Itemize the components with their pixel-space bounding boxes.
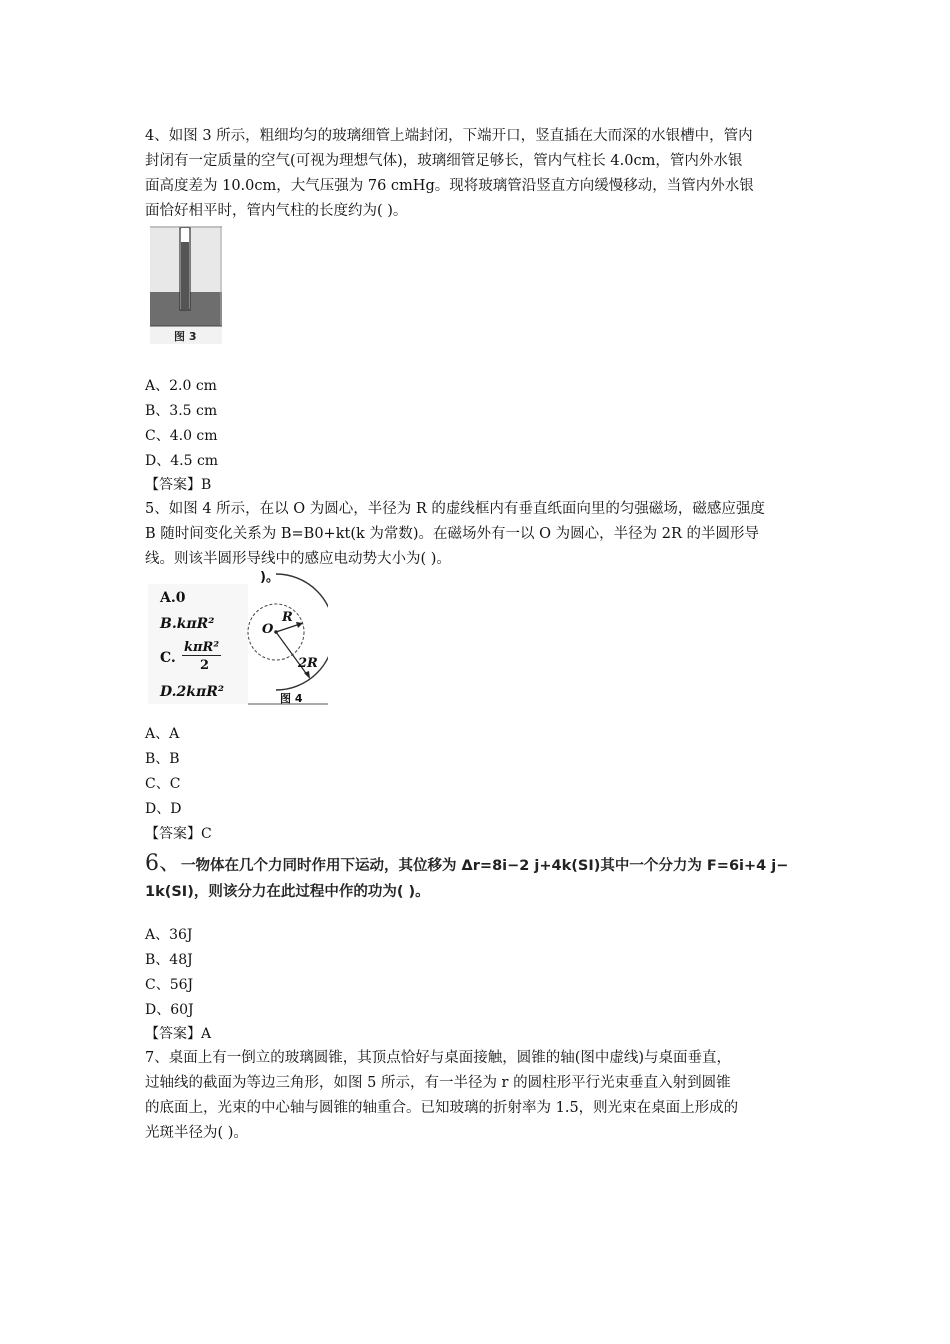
q4-answer: 【答案】B [145,477,212,493]
figure-4-center-label: O [262,622,274,637]
figure-4-choice-d: D.2kπR² [160,684,224,700]
q5-option-a: A、A [145,726,180,742]
q6-option-b: B、48J [145,952,193,968]
q4-option-a: A、2.0 cm [145,378,217,394]
text-line: B 随时间变化关系为 B=B0+kt(k 为常数)。在磁场外有一以 O 为圆心，半径为 2R 的半圆形导 [145,526,759,542]
text-line: 的底面上，光束的中心轴与圆锥的轴重合。已知玻璃的折射率为 1.5，则光束在桌面上形成的 [145,1100,739,1116]
figure-4-2r-label: 2R [298,656,318,671]
figure-4-frac-num: kπR² [184,640,220,655]
figure-4-frac-den: 2 [200,658,210,673]
q5-option-d: D、D [145,801,182,817]
question-6-text-2: 1k(SI)，则该分力在此过程中作的功为( )。 [145,884,430,900]
question-6-number: 6、 [145,851,181,876]
q5-answer: 【答案】C [145,826,212,842]
text-line: 5、如图 4 所示，在以 O 为圆心，半径为 R 的虚线框内有垂直纸面向里的匀强磁场，磁感应强度 [145,501,765,517]
question-4-text [145,124,810,224]
question-6-line-2 [145,880,430,901]
q5-option-c: C、C [145,776,181,792]
q6-option-a: A、36J [145,927,193,943]
question-6-text-1: 一物体在几个力同时作用下运动，其位移为 Δr=8i−2 j+4k(SI)其中一个分力为 F=6i+4 j− [181,858,789,874]
text-line: 封闭有一定质量的空气(可视为理想气体)，玻璃细管足够长，管内气柱长 4.0cm，管内外水银 [145,153,743,169]
figure-4-top-text: )。 [260,570,279,585]
figure-4-r-label: R [282,610,293,625]
figure-4-caption: 图 4 [280,692,303,705]
q4-option-d: D、4.5 cm [145,453,219,469]
figure-4 [148,572,328,706]
figure-4-choice-b: B.kπR² [160,616,215,632]
text-line: 面高度差为 10.0cm，大气压强为 76 cmHg。现将玻璃管沿竖直方向缓慢移动，当管内外水银 [145,178,754,194]
q6-option-c: C、56J [145,977,194,993]
text-line: 线。则该半圆形导线中的感应电动势大小为( )。 [145,551,451,567]
q6-option-d: D、60J [145,1002,194,1018]
figure-4-choice-a: A.0 [160,590,186,606]
figure-3 [150,226,222,344]
figure-3-caption: 图 3 [174,330,197,343]
figure-4-choice-c: C. [160,650,176,666]
figure-3-drawing [150,226,222,344]
text-line: 面恰好相平时，管内气柱的长度约为( )。 [145,203,408,219]
question-7-text [145,1046,810,1146]
text-line: 过轴线的截面为等边三角形，如图 5 所示，有一半径为 r 的圆柱形平行光束垂直入射到圆锥 [145,1075,731,1091]
text-line: 4、如图 3 所示，粗细均匀的玻璃细管上端封闭，下端开口，竖直插在大而深的水银槽中，管内 [145,128,753,144]
q4-option-c: C、4.0 cm [145,428,218,444]
q4-option-b: B、3.5 cm [145,403,218,419]
text-line: 7、桌面上有一倒立的玻璃圆锥，其顶点恰好与桌面接触，圆锥的轴(图中虚线)与桌面垂直， [145,1050,732,1066]
question-5-text [145,497,810,572]
text-line: 光斑半径为( )。 [145,1125,248,1141]
q6-answer: 【答案】A [145,1026,212,1042]
question-6-line-1 [145,846,788,877]
q5-option-b: B、B [145,751,180,767]
